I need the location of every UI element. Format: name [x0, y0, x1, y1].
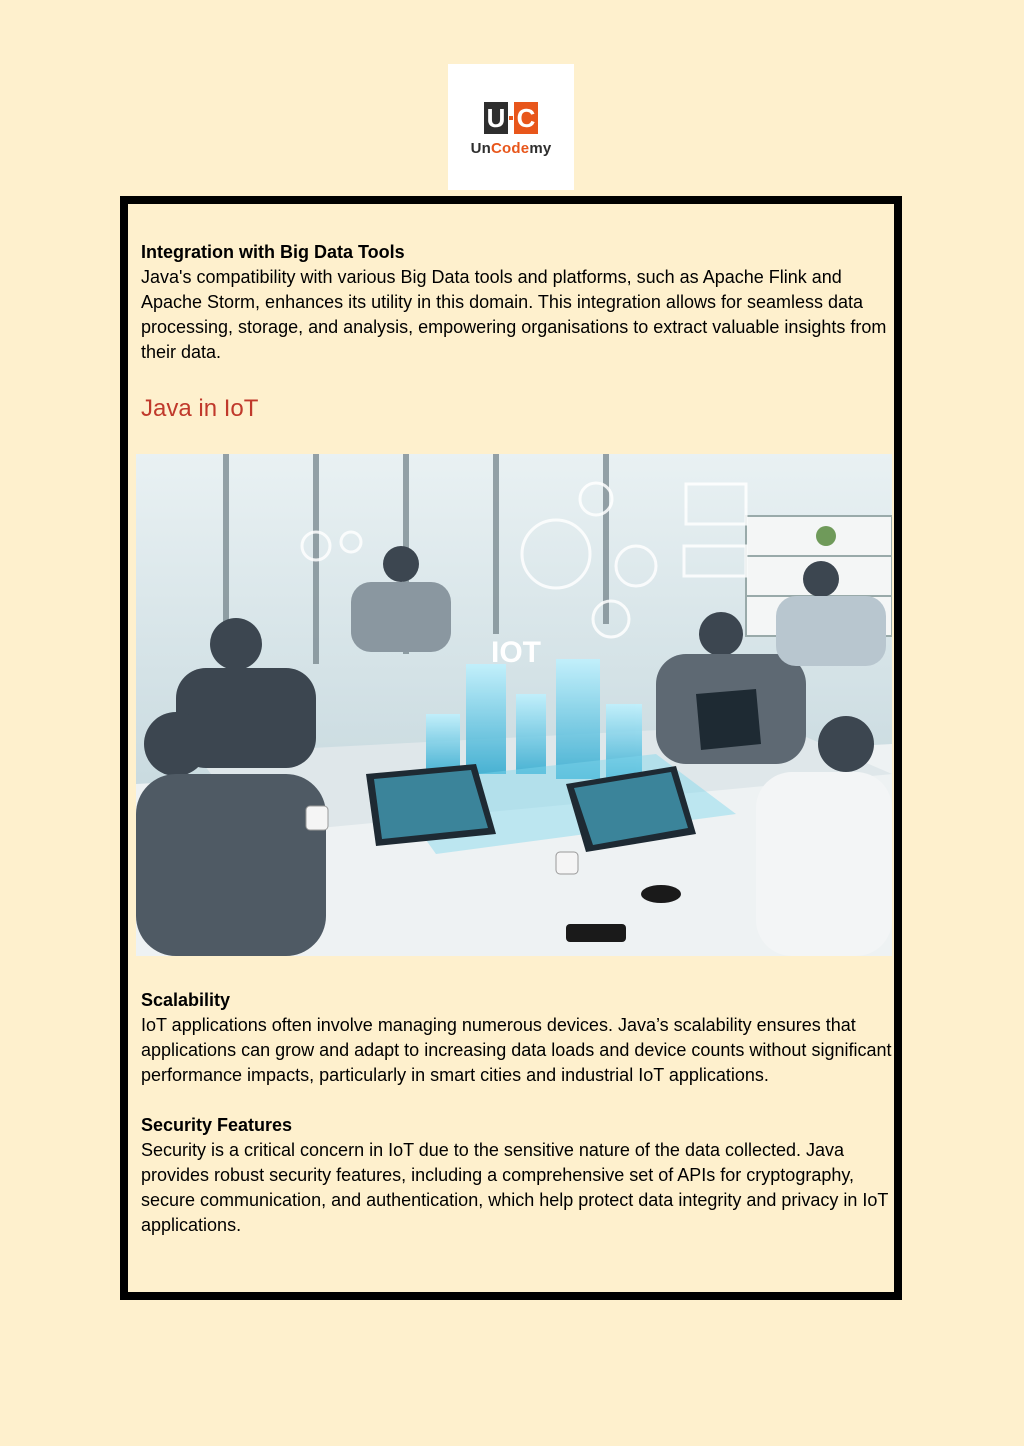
logo-word-accent: Code [491, 139, 530, 157]
iot-illustration [136, 454, 892, 956]
intro-content [141, 240, 893, 423]
security-heading: Security Features [141, 1115, 293, 1135]
scalability-paragraph: IoT applications often involve managing numerous devices. Java’s scalability ensures that applications can grow and adapt to increasing data loads and device counts without significant performance impacts, particularly in smart cities and industrial IoT applications. [141, 1015, 892, 1085]
logo-letter-c: C [514, 102, 538, 134]
iot-office-photo-icon [136, 454, 892, 956]
logo-letter-u: U [484, 102, 508, 134]
brand-logo [448, 64, 574, 190]
content-frame [120, 196, 902, 1300]
iot-overlay-text: IOT [491, 636, 541, 669]
spacer [141, 1088, 901, 1113]
logo-wordmark [471, 140, 552, 157]
big-data-heading: Integration with Big Data Tools [141, 242, 405, 262]
big-data-paragraph: Java's compatibility with various Big Data tools and platforms, such as Apache Flink and Apache Storm, enhances its utility in this domain. This integration allows for seamless data processing, storage, and analysis, empowering organisations to extract valuable insights from their data. [141, 267, 887, 362]
logo-mark [484, 102, 538, 134]
security-paragraph: Security is a critical concern in IoT due to the sensitive nature of the data collected. Java provides robust security features, including a comprehensive set of APIs for cryptography, secure communication, and authentication, which help protect data integrity and privacy in IoT applications. [141, 1140, 889, 1235]
iot-details [141, 988, 901, 1238]
logo-dot [509, 116, 513, 120]
scalability-heading: Scalability [141, 990, 231, 1010]
logo-word-prefix: Un [470, 139, 491, 157]
java-in-iot-title: Java in IoT [141, 395, 259, 422]
logo-word-suffix: my [529, 139, 552, 157]
